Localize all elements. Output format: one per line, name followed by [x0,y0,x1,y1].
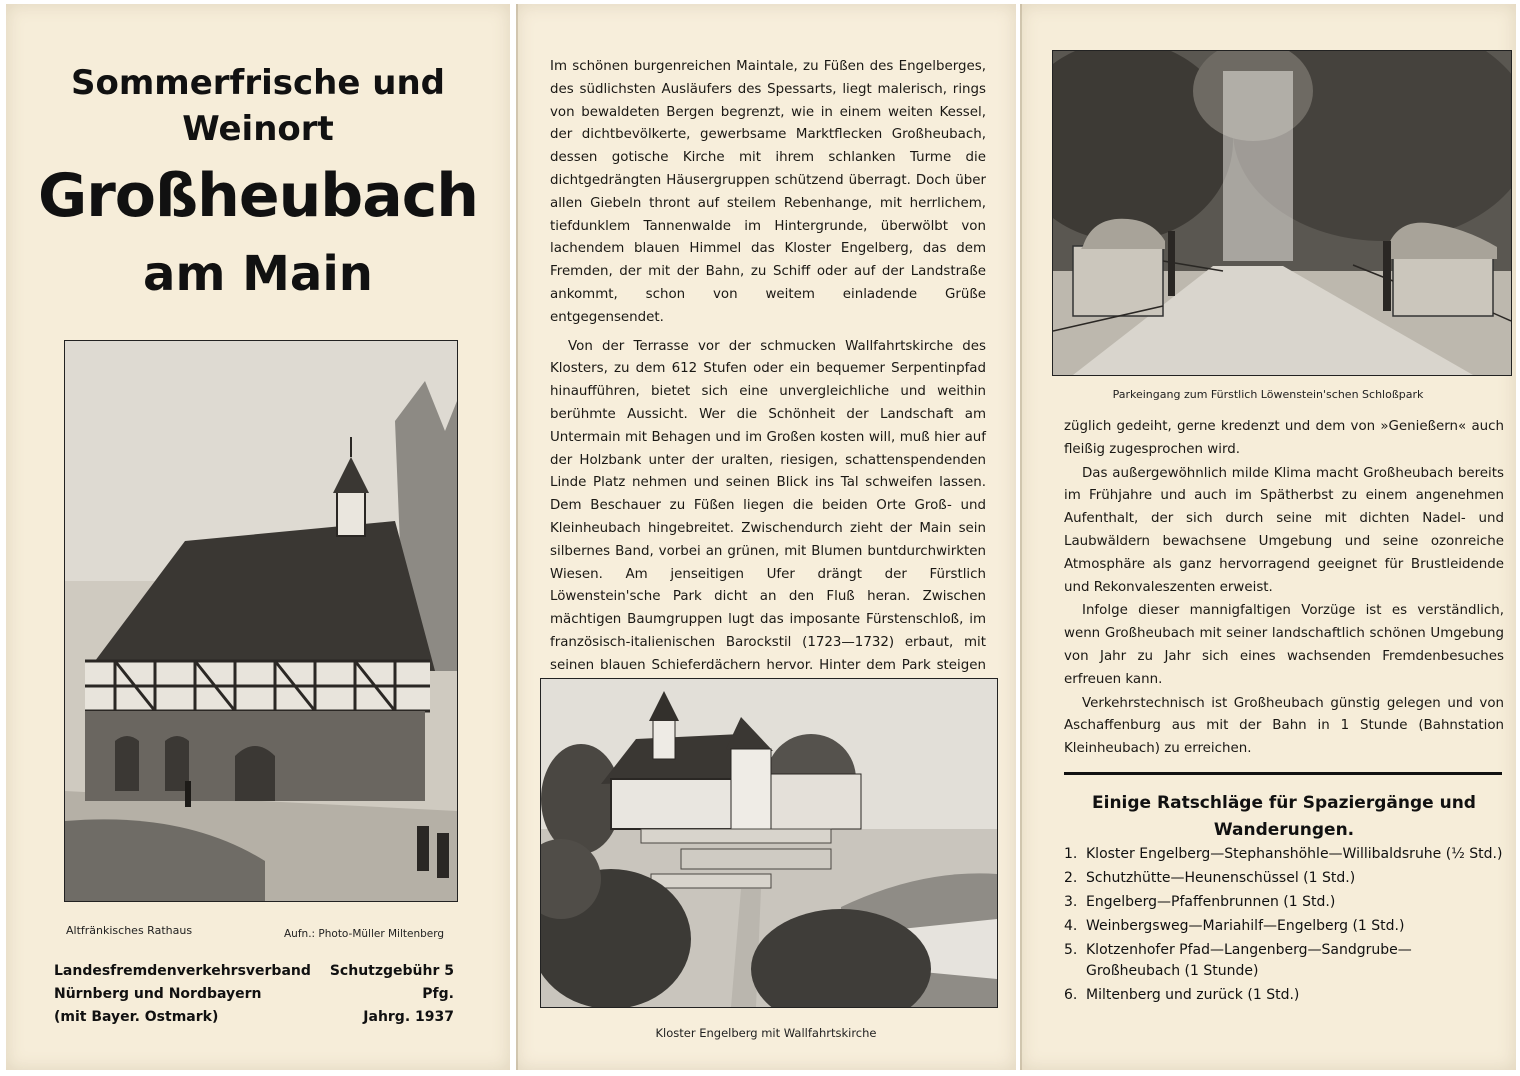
walk-number: 6. [1064,987,1078,1003]
walk-item [1064,868,1504,889]
walk-route: Kloster Engelberg—Stephanshöhle—Willibaldsruhe (½ Std.) [1086,846,1503,862]
year-label: Jahrg. 1937 [363,1009,454,1025]
walk-number: 5. [1064,942,1078,958]
walk-route: Miltenberg und zurück (1 Std.) [1086,987,1300,1003]
publisher-block [54,960,311,1029]
right-paragraph-1: züglich gedeiht, gerne kredenzt und dem von »Genießern« auch fleißig zugesprochen wird. [1064,419,1504,457]
right-paragraph-2: Das außergewöhnlich milde Klima macht Großheubach bereits im Frühjahre und auch im Spätherbst zu einem angenehmen Aufenthalt, der sich durch seine mit dichten Nadel- und Laubwäldern bewachsene Umgebung und seine ozonreiche Atmosphäre als ganz hervorragend geeignet für Brustleidende und Rekonvaleszenten erweist. [1064,465,1504,595]
cover-panel [6,4,510,1070]
kloster-caption: Kloster Engelberg mit Wallfahrtskirche [655,1026,877,1040]
fold-line-right [1020,4,1022,1070]
photo-credit: Aufn.: Photo-Müller Miltenberg [284,928,445,940]
cover-title-town: Großheubach [37,161,479,231]
rathaus-photo [64,340,458,902]
rathaus-caption: Altfränkisches Rathaus [66,924,193,937]
cover-title-line4: am Main [143,246,373,302]
cover-title-line2: Weinort [182,109,334,149]
fee-label: Schutzgebühr 5 Pfg. [329,963,454,1002]
walk-route: Weinbergsweg—Mariahilf—Engelberg (1 Std.) [1086,918,1405,934]
right-panel [1020,4,1516,1070]
walk-number: 2. [1064,870,1078,886]
walk-item [1064,892,1504,913]
walks-heading: Einige Ratschläge für Spaziergänge und Wanderungen. [1092,793,1476,840]
walk-item [1064,985,1504,1006]
walk-item [1064,940,1504,982]
schlosspark-photo [1052,50,1512,376]
walk-item [1064,916,1504,937]
middle-text [550,56,986,706]
section-divider [1064,772,1502,775]
walk-route: Schutzhütte—Heunenschüssel (1 Std.) [1086,870,1356,886]
walk-number: 1. [1064,846,1078,862]
kloster-engelberg-photo [540,678,998,1008]
middle-panel [516,4,1016,1070]
fee-block [312,960,454,1029]
middle-paragraph-1: Im schönen burgenreichen Maintale, zu Füßen des Engelberges, des südlichsten Ausläufers des Spessarts, liegt malerisch, rings von bewaldeten Bergen begrenzt, wie in einem weiten Kessel, der dichtbevölkerte, gewerbsame Marktflecken Großheubach, dessen gotische Kirche mit ihrem schlanken Turme die dichtgedrängten Häusergruppen schützend überragt. Doch über allen Giebeln thront auf steilem Rebenhange, mit herrlichem, tiefdunklem Tannenwalde im Hintergrunde, überwölbt von lachendem blauen Himmel das Kloster Engelberg, das dem Fremden, der mit der Bahn, zu Schiff oder auf der Landstraße ankommt, schon von weitem einladende Grüße entgegensendet. [550,59,986,325]
middle-paragraph-2: Von der Terrasse vor der schmucken Wallfahrtskirche des Klosters, zu dem 612 Stufen oder ein bequemer Serpentinpfad hinaufführen, bietet sich eine unvergleichliche und weithin berühmte Aussicht. Wer die Schönheit der Landschaft am Untermain mit Behagen und im Großen kosten will, muß hier auf der Holzbank unter der uralten, riesigen, schattenspendenden Linde Platz nehmen und seinen Blick ins Tal schweifen lassen. Dem Beschauer zu Füßen liegen die beiden Orte Groß- und Kleinheubach hingebreitet. Zwischendurch zieht der Main sein silbernes Band, vorbei an grünen, mit Blumen buntdurchwirkten Wiesen. Am jenseitigen Ufer drängt der Fürstlich Löwenstein'sche Park dicht an den Fluß heran. Zwischen mächtigen Baumgruppen lugt das imposante Fürstenschloß, im französisch-italienischen Barockstil (1723—1732) erbaut, mit seinen blauen Schieferdächern hervor. Hinter dem Park steigen [550,338,986,673]
walk-number: 4. [1064,918,1078,934]
cover-title-line1: Sommerfrische und [71,63,445,103]
publisher-line1: Landesfremdenverkehrsverband [54,963,311,979]
walk-route: Engelberg—Pfaffenbrunnen (1 Std.) [1086,894,1336,910]
walk-route: Klotzenhofer Pfad—Langenberg—Sandgrube—Großheubach (1 Stunde) [1086,942,1412,979]
right-paragraph-3: Infolge dieser mannigfaltigen Vorzüge ist es verständlich, wenn Großheubach mit seiner landschaftlich schönen Umgebung von Jahr zu Jahr sich eines wachsenden Fremdenbesuches erfreuen kann. [1064,603,1504,687]
publisher-line3: (mit Bayer. Ostmark) [54,1009,219,1025]
publisher-line2: Nürnberg und Nordbayern [54,986,262,1002]
walk-number: 3. [1064,894,1078,910]
right-text [1064,416,1504,767]
fold-line-left [516,4,518,1070]
walks-list [1064,844,1504,1009]
right-paragraph-4: Verkehrstechnisch ist Großheubach günstig gelegen und von Aschaffenburg aus mit der Bahn in 1 Stunde (Bahnstation Kleinheubach) zu erreichen. [1064,695,1504,757]
schlosspark-caption: Parkeingang zum Fürstlich Löwenstein'schen Schloßpark [1112,388,1424,401]
walk-item [1064,844,1504,865]
